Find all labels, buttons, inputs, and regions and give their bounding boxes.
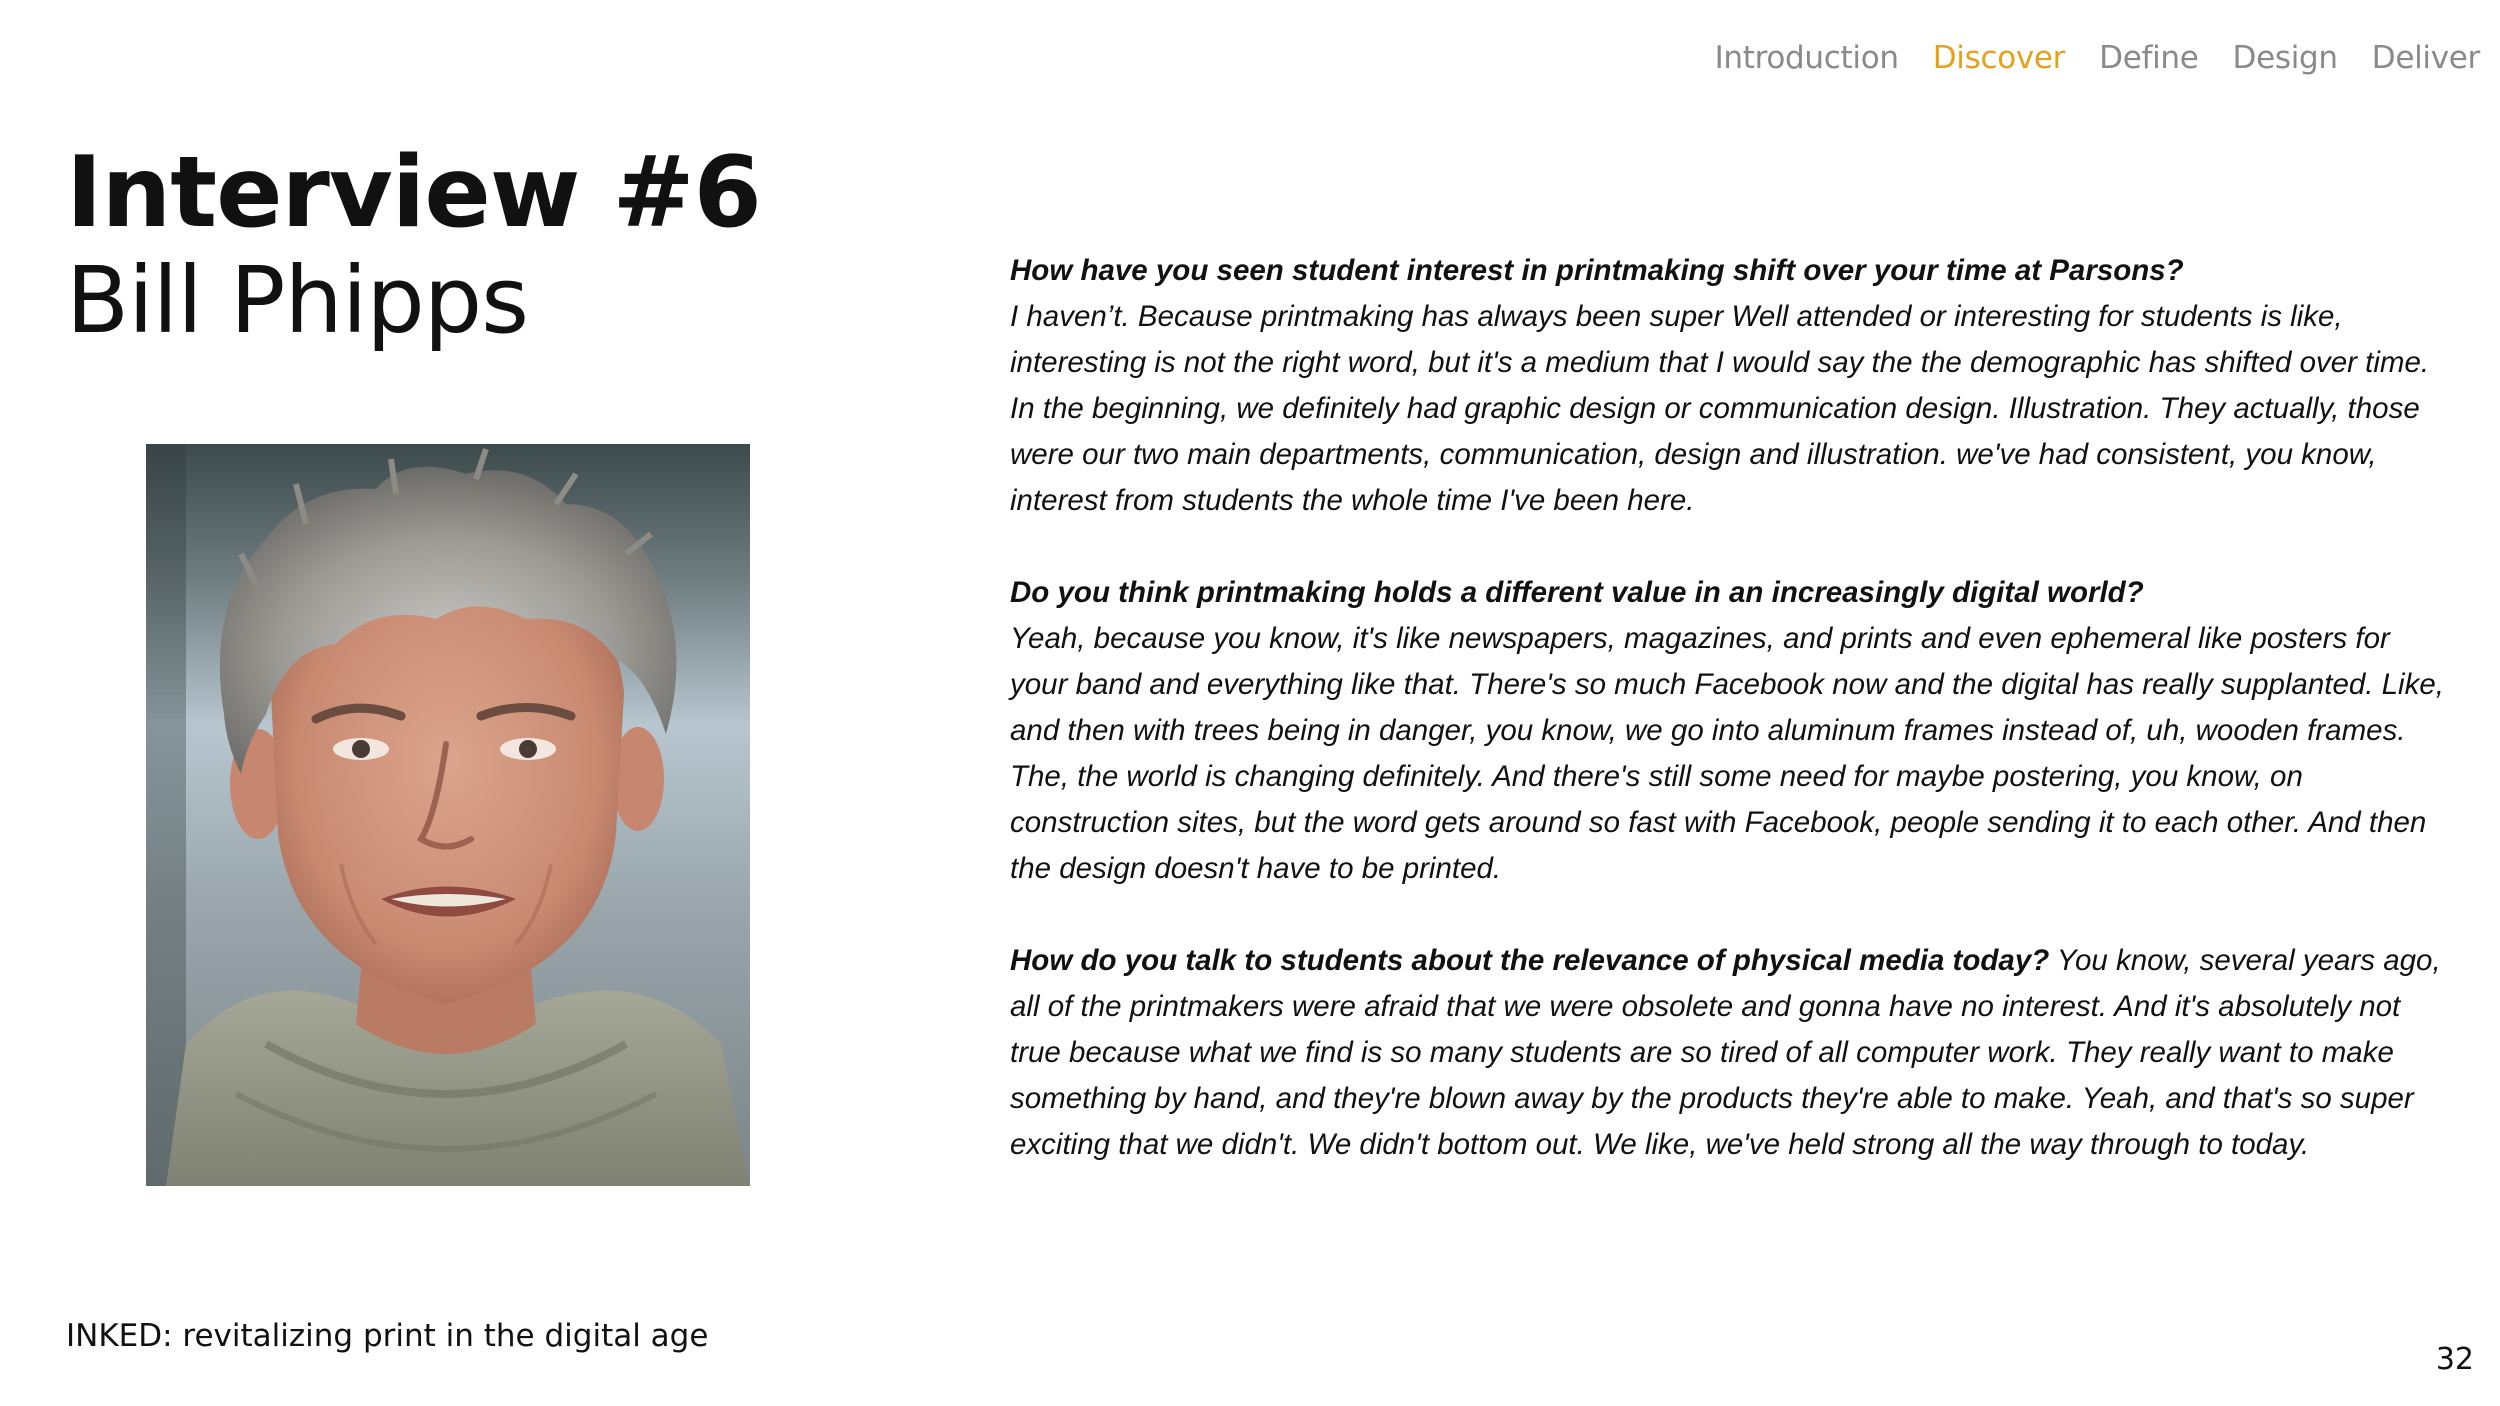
tab-introduction[interactable]: Introduction	[1714, 40, 1899, 76]
section-nav	[1715, 40, 2480, 76]
interview-answer: Yeah, because you know, it's like newspapers, magazines, and prints and even ephemeral like posters for your band and everything like that. There's so much Facebook now and the digital has really supplanted. Like, and then with trees being in danger, you know, we go into aluminum frames instead of, uh, wooden frames. The, the world is changing definitely. And there's still some need for maybe postering, you know, on construction sites, but the word gets around so fast with Facebook, people sending it to each other. And then the design doesn't have to be printed.	[1010, 622, 2444, 885]
interview-transcript	[1010, 248, 2450, 1214]
qa-block	[1010, 938, 2450, 1168]
tab-design[interactable]: Design	[2232, 40, 2338, 76]
interview-question: How have you seen student interest in printmaking shift over your time at Parsons?	[1010, 254, 2184, 287]
project-title: INKED: revitalizing print in the digital age	[66, 1318, 709, 1354]
tab-define[interactable]: Define	[2099, 40, 2199, 76]
interviewee-photo	[146, 444, 750, 1186]
interview-question: How do you talk to students about the relevance of physical media today?	[1010, 944, 2050, 977]
tab-deliver[interactable]: Deliver	[2371, 40, 2480, 76]
qa-block	[1010, 248, 2450, 524]
tab-discover[interactable]: Discover	[1932, 40, 2066, 76]
interview-answer: I haven’t. Because printmaking has always been super Well attended or interesting for students is like, interesting is not the right word, but it's a medium that I would say the the demographic has shifted over time. In the beginning, we definitely had graphic design or communication design. Illustration. They actually, those were our two main departments, communication, design and illustration. we've had consistent, you know, interest from students the whole time I've been here.	[1010, 300, 2430, 517]
qa-block	[1010, 570, 2450, 892]
interviewee-name: Bill Phipps	[66, 247, 529, 354]
page-number: 32	[2435, 1342, 2474, 1377]
interview-question: Do you think printmaking holds a different value in an increasingly digital world?	[1010, 576, 2144, 609]
interview-answer: You know, several years ago, all of the printmakers were afraid that we were obsolete and gonna have no interest. And it's absolutely not true because what we find is so many students are so tired of all computer work. They really want to make something by hand, and they're blown away by the products they're able to make. Yeah, and that's so super exciting that we didn't. We didn't bottom out. We like, we've held strong all the way through to today.	[1010, 944, 2441, 1161]
page-title: Interview #6	[66, 136, 761, 250]
